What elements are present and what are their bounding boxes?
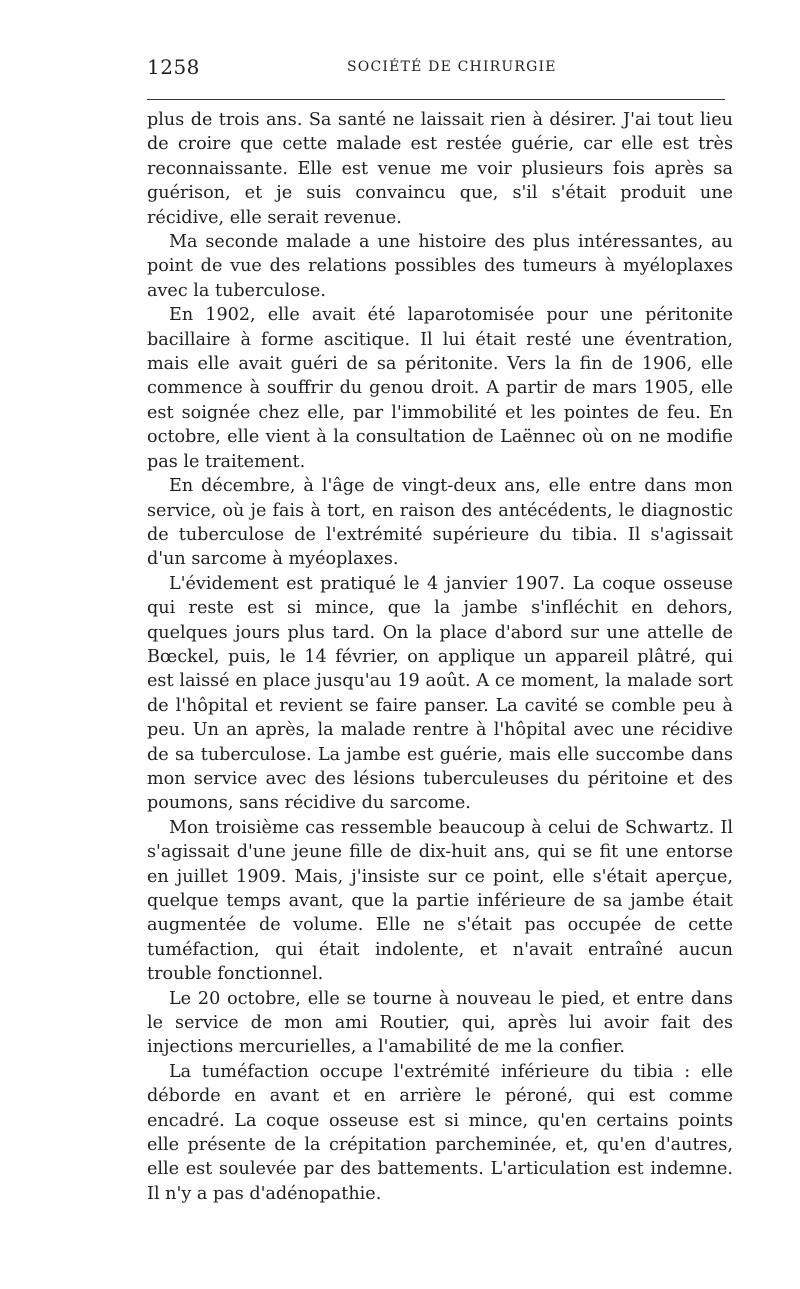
paragraph: En 1902, elle avait été laparotomisée pour une péritonite bacillaire à forme ascitique. Il lui était resté une éventration, mais elle avait guéri de sa péritonite. Vers la fin de 1906, elle commence à souffrir du genou droit. A partir de mars 1905, elle est soignée chez elle, par l'immobilité et les pointes de feu. En octobre, elle vient à la consultation de Laënnec où on ne modifie pas le traitement.	[147, 305, 733, 472]
header-rule	[147, 99, 725, 100]
running-head: SOCIÉTÉ DE CHIRURGIE	[347, 59, 557, 75]
paragraph: La tuméfaction occupe l'extrémité inférieure du tibia : elle déborde en avant et en arrière le péroné, qui est comme encadré. La coque osseuse est si mince, qu'en certains points elle présente de la crépitation parcheminée, et, qu'en d'autres, elle est soulevée par des battements. L'articulation est indemne. Il n'y a pas d'adénopathie.	[147, 1061, 733, 1204]
paragraph: Ma seconde malade a une histoire des plus intéressantes, au point de vue des relations possibles des tumeurs à myéloplaxes avec la tuberculose.	[147, 232, 733, 301]
paragraph: En décembre, à l'âge de vingt-deux ans, elle entre dans mon service, où je fais à tort, en raison des antécédents, le diagnostic de tuberculose de l'extrémité supérieure du tibia. Il s'agissait d'un sarcome à myéoplaxes.	[147, 476, 733, 570]
paragraph: plus de trois ans. Sa santé ne laissait rien à désirer. J'ai tout lieu de croire que cette malade est restée guérie, car elle est très reconnaissante. Elle est venue me voir plusieurs fois après sa guérison, et je suis convaincu que, s'il s'était produit une récidive, elle serait revenue.	[147, 110, 733, 228]
paragraph: Le 20 octobre, elle se tourne à nouveau le pied, et entre dans le service de mon ami Routier, qui, après lui avoir fait des injections mercurielles, a l'amabilité de me la confier.	[147, 988, 733, 1058]
page-number: 1258	[147, 55, 200, 79]
page-header	[147, 55, 725, 83]
body-text	[147, 108, 733, 1206]
paragraph: L'évidement est pratiqué le 4 janvier 1907. La coque osseuse qui reste est si mince, que la jambe s'infléchit en dehors, quelques jours plus tard. On la place d'abord sur une attelle de Bœckel, puis, le 14 février, on applique un appareil plâtré, qui est laissé en place jusqu'au 19 août. A ce moment, la malade sort de l'hôpital et revient se faire panser. La cavité se comble peu à peu. Un an après, la malade rentre à l'hôpital avec une récidive de sa tuberculose. La jambe est guérie, mais elle succombe dans mon service avec des lésions tuberculeuses du péritoine et des poumons, sans récidive du sarcome.	[147, 573, 733, 814]
paragraph: Mon troisième cas ressemble beaucoup à celui de Schwartz. Il s'agissait d'une jeune fille de dix-huit ans, qui se fit une entorse en juillet 1909. Mais, j'insiste sur ce point, elle s'était aperçue, quelque temps avant, que la partie inférieure de sa jambe était augmentée de volume. Elle ne s'était pas occupée de cette tuméfaction, qui était indolente, et n'avait entraîné aucun trouble fonctionnel.	[147, 817, 733, 985]
